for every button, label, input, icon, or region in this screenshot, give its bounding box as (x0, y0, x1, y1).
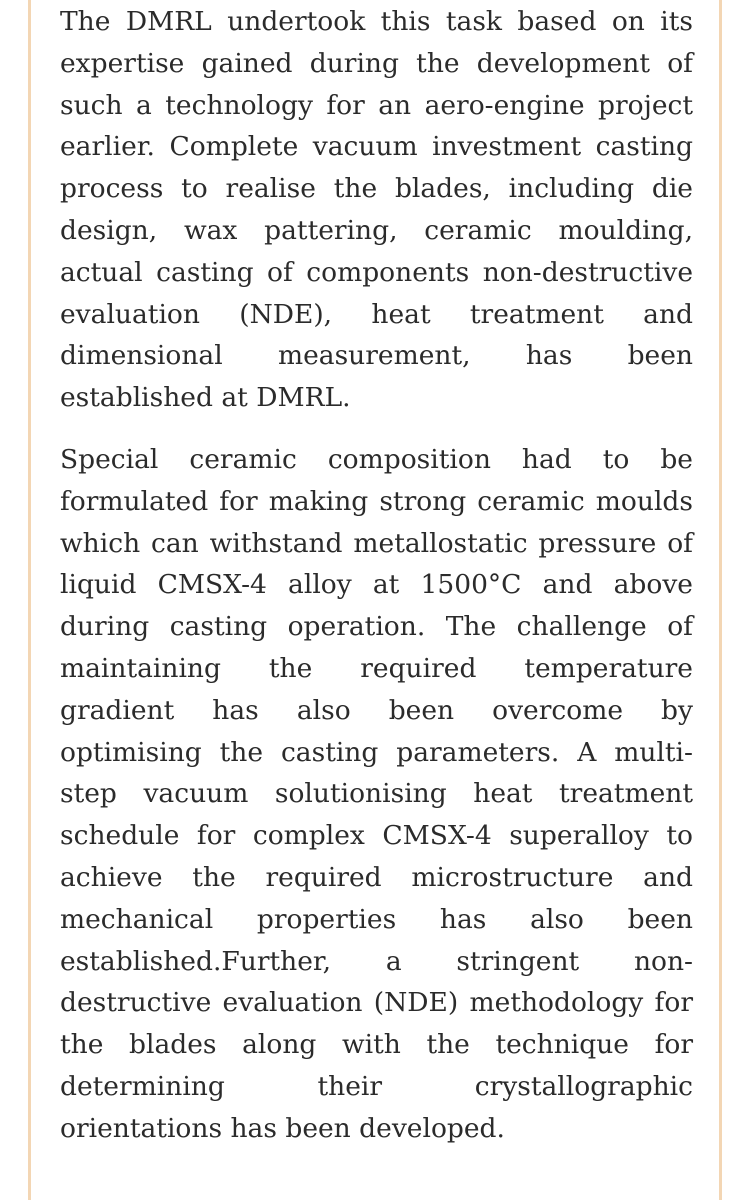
article-body (60, 0, 693, 1150)
paragraph-dmrl-expertise: The DMRL undertook this task based on its expertise gained during the development of such a technology for an aero-engine project earlier. Complete vacuum investment casting process to realise the blades, including die design, wax pattering, ceramic moulding, actual casting of components non-destructive evaluation (NDE), heat treatment and dimensional measurement, has been established at DMRL. (60, 6, 693, 414)
paragraph-ceramic-composition: Special ceramic composition had to be formulated for making strong ceramic moulds which can withstand metallostatic pressure of liquid CMSX-4 alloy at 1500°C and above during casting operation. The challenge of maintaining the required temperature gradient has also been overcome by optimising the casting parameters. A multi-step vacuum solutionising heat treatment schedule for complex CMSX-4 superalloy to achieve the required microstructure and mechanical properties has also been established.Further, a stringent non-destructive evaluation (NDE) methodology for the blades along with the technique for determining their crystallographic orientations has been developed. (60, 443, 693, 1144)
